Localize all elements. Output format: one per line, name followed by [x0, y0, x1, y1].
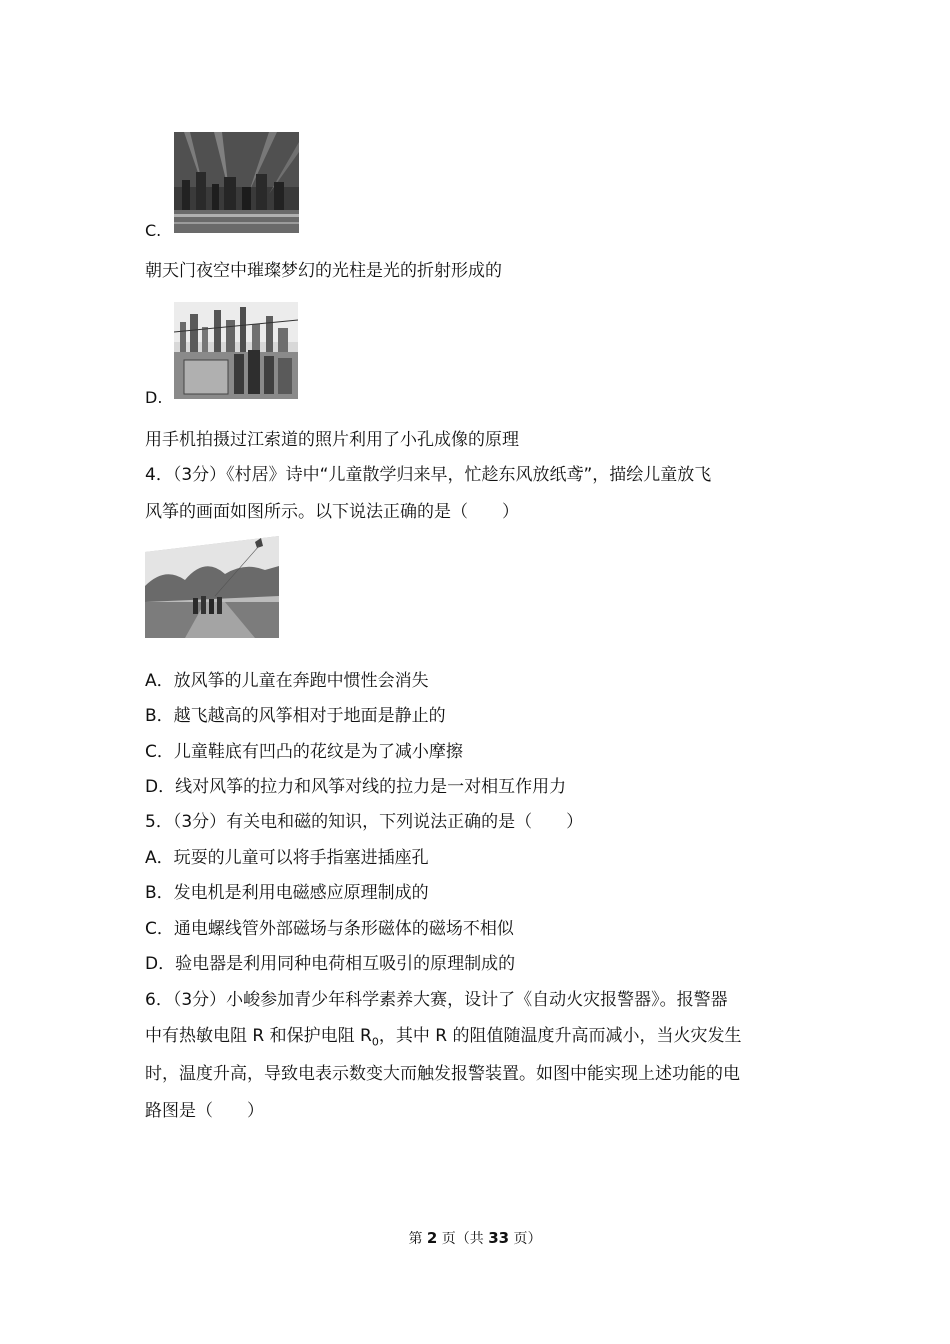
q5-option-d: D．验电器是利用同种电荷相互吸引的原理制成的 [145, 954, 516, 974]
option-c-letter: C. [145, 221, 162, 240]
option-d-text: 用手机拍摄过江索道的照片利用了小孔成像的原理 [145, 430, 519, 450]
kite-children-photo [145, 536, 279, 638]
option-c-text: 朝天门夜空中璀璨梦幻的光柱是光的折射形成的 [145, 261, 502, 281]
q6-stem-line3: 时，温度升高，导致电表示数变大而触发报警装置。如图中能实现上述功能的电 [145, 1064, 740, 1084]
q4-option-c: C．儿童鞋底有凹凸的花纹是为了减小摩擦 [145, 742, 463, 762]
q6-line2-part2: ，其中 R 的阻值随温度升高而减小，当火灾发生 [378, 1026, 742, 1046]
option-d-letter: D. [145, 388, 163, 407]
q4-option-b: B．越飞越高的风筝相对于地面是静止的 [145, 706, 446, 726]
q4-stem-line1: 4．（3分）《村居》诗中“儿童散学归来早，忙趁东风放纸鸢”，描绘儿童放飞 [145, 465, 712, 485]
footer-middle: 页（共 [437, 1231, 489, 1247]
q4-option-d: D．线对风筝的拉力和风筝对线的拉力是一对相互作用力 [145, 777, 567, 797]
q5-stem: 5．（3分）有关电和磁的知识，下列说法正确的是（ ） [145, 812, 584, 832]
q5-option-b: B．发电机是利用电磁感应原理制成的 [145, 883, 429, 903]
q4-option-a: A．放风筝的儿童在奔跑中惯性会消失 [145, 671, 429, 691]
r0-subscript: 0 [371, 1035, 379, 1049]
page-footer [0, 1228, 950, 1248]
q6-line2-part1: 中有热敏电阻 R 和保护电阻 R [145, 1026, 372, 1046]
footer-total-pages: 33 [488, 1229, 510, 1247]
q6-stem-line4: 路图是（ ） [145, 1101, 264, 1121]
q5-option-a: A．玩耍的儿童可以将手指塞进插座孔 [145, 848, 429, 868]
night-lightbeam-photo [174, 132, 299, 233]
q6-stem-line1: 6．（3分）小峻参加青少年科学素养大赛，设计了《自动火灾报警器》。报警器 [145, 990, 728, 1010]
cableway-photo [174, 302, 298, 399]
footer-suffix: 页） [509, 1231, 542, 1247]
footer-page-number: 2 [426, 1229, 438, 1247]
q5-option-c: C．通电螺线管外部磁场与条形磁体的磁场不相似 [145, 919, 514, 939]
footer-prefix: 第 [408, 1231, 427, 1247]
q4-stem-line2: 风筝的画面如图所示。以下说法正确的是（ ） [145, 502, 519, 522]
q6-stem-line2 [145, 1024, 741, 1054]
